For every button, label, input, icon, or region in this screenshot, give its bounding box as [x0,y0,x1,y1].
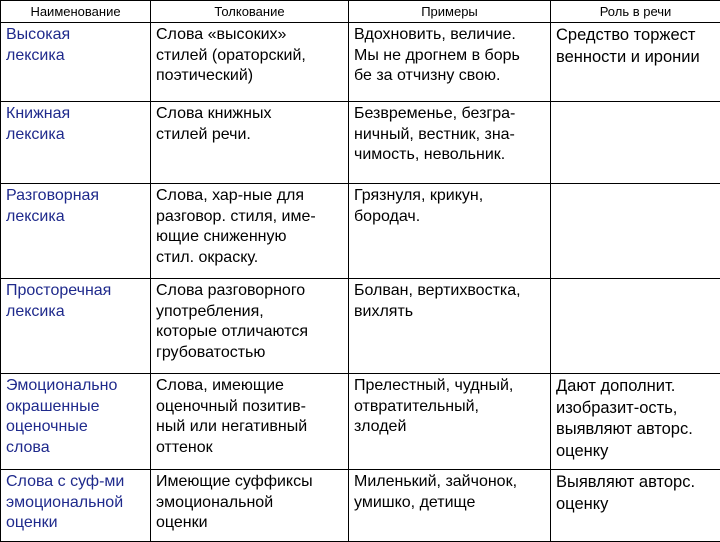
row-examples: Болван, вертихвостка, вихлять [349,279,551,374]
row-name: Эмоционально окрашенные оценочные слова [1,374,151,470]
table-row [1,470,720,542]
row-name: Просторечная лексика [1,279,151,374]
table-row [1,374,720,470]
header-row [1,1,720,23]
row-role [551,102,720,184]
row-name: Высокая лексика [1,23,151,102]
table-row [1,102,720,184]
row-examples: Безвременье, безгра- ничный, вестник, зна- чимость, невольник. [349,102,551,184]
row-meaning: Слова, имеющие оценочный позитив- ный или негативный оттенок [151,374,349,470]
header-role: Роль в речи [551,1,720,23]
row-meaning: Слова разговорного употребления, которые отличаются грубоватостью [151,279,349,374]
row-name: Слова с суф-ми эмоциональной оценки [1,470,151,542]
table-row [1,184,720,279]
header-name: Наименование [1,1,151,23]
row-examples: Миленький, зайчонок, умишко, детище [349,470,551,542]
row-meaning: Слова, хар-ные для разговор. стиля, име- ющие сниженную стил. окраску. [151,184,349,279]
row-examples: Грязнуля, крикун, бородач. [349,184,551,279]
header-meaning: Толкование [151,1,349,23]
table-row [1,23,720,102]
row-examples: Вдохновить, величие. Мы не дрогнем в борь бе за отчизну свою. [349,23,551,102]
row-role [551,184,720,279]
row-role [551,279,720,374]
row-role: Средство торжест венности и иронии [551,23,720,102]
row-meaning: Слова книжных стилей речи. [151,102,349,184]
table-row [1,279,720,374]
row-role: Выявляют авторс. оценку [551,470,720,542]
row-name: Разговорная лексика [1,184,151,279]
row-name: Книжная лексика [1,102,151,184]
row-examples: Прелестный, чудный, отвратительный, злодей [349,374,551,470]
row-meaning: Слова «высоких» стилей (ораторский, поэтический) [151,23,349,102]
row-role: Дают дополнит. изобразит-ость, выявляют авторс. оценку [551,374,720,470]
row-meaning: Имеющие суффиксы эмоциональной оценки [151,470,349,542]
header-examples: Примеры [349,1,551,23]
